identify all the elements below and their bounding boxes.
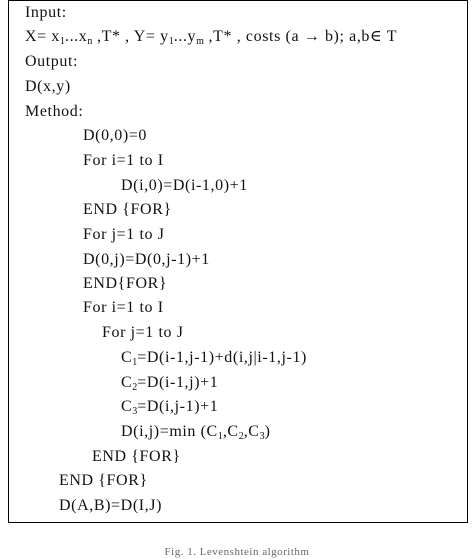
step-for-j-2: For j=1 to J	[102, 324, 184, 341]
c2-lead: C	[121, 374, 133, 391]
dmin-sub-3: 3	[259, 431, 265, 442]
output-value: D(x,y)	[25, 78, 71, 95]
figure-caption: Fig. 1. Levenshtein algorithm	[164, 546, 310, 558]
input-y-sub-m: m	[196, 36, 204, 47]
c3-tail: =D(i,j-1)+1	[137, 398, 219, 415]
c1-lead: C	[121, 349, 133, 366]
algorithm-box	[8, 0, 468, 523]
c2-sub: 2	[132, 382, 138, 393]
step-init-row: D(0,j)=D(0,j-1)+1	[83, 251, 210, 268]
input-x-sub-n: n	[87, 36, 93, 47]
step-c3	[121, 397, 218, 422]
dmin-tail: )	[264, 423, 271, 440]
input-x-sub-1: 1	[59, 36, 65, 47]
step-c2	[121, 373, 218, 398]
step-end-for-inner: END {FOR}	[92, 448, 181, 465]
step-for-i-2: For i=1 to I	[83, 299, 164, 316]
input-y-sub-1: 1	[168, 36, 174, 47]
method-label: Method:	[25, 103, 84, 120]
input-x-tail: ,T* , Y= y	[92, 28, 169, 45]
c3-lead: C	[121, 398, 133, 415]
step-init-column: D(i,0)=D(i-1,0)+1	[121, 177, 248, 194]
dmin-lead: D(i,j)=min (C	[121, 423, 218, 440]
step-for-i-1: For i=1 to I	[83, 152, 164, 169]
c3-sub: 3	[132, 406, 138, 417]
dmin-sub-2: 2	[238, 431, 244, 442]
step-end-for-2: END{FOR}	[83, 275, 168, 292]
input-y-tail: ,T* , costs (a → b); a,b∈ T	[203, 28, 398, 45]
c1-tail: =D(i-1,j-1)+d(i,j|i-1,j-1)	[137, 349, 307, 366]
dmin-sub-1: 1	[217, 431, 223, 442]
step-end-for-outer: END {FOR}	[59, 472, 148, 489]
step-dmin	[121, 422, 271, 447]
input-definition-line	[25, 27, 397, 52]
input-x-mid: ...x	[64, 28, 88, 45]
c1-sub: 1	[132, 357, 138, 368]
dmin-mid-1: ,C	[222, 423, 239, 440]
step-for-j-1: For j=1 to J	[83, 226, 165, 243]
step-end-for-1: END {FOR}	[83, 201, 172, 218]
output-label: Output:	[25, 53, 79, 70]
step-init: D(0,0)=0	[83, 127, 148, 144]
c2-tail: =D(i-1,j)+1	[137, 374, 219, 391]
input-label: Input:	[25, 4, 67, 21]
dmin-mid-2: ,C	[243, 423, 260, 440]
input-y-mid: ...y	[173, 28, 197, 45]
step-c1	[121, 348, 307, 373]
step-result: D(A,B)=D(I,J)	[59, 497, 163, 514]
input-x-lead: X= x	[25, 28, 60, 45]
